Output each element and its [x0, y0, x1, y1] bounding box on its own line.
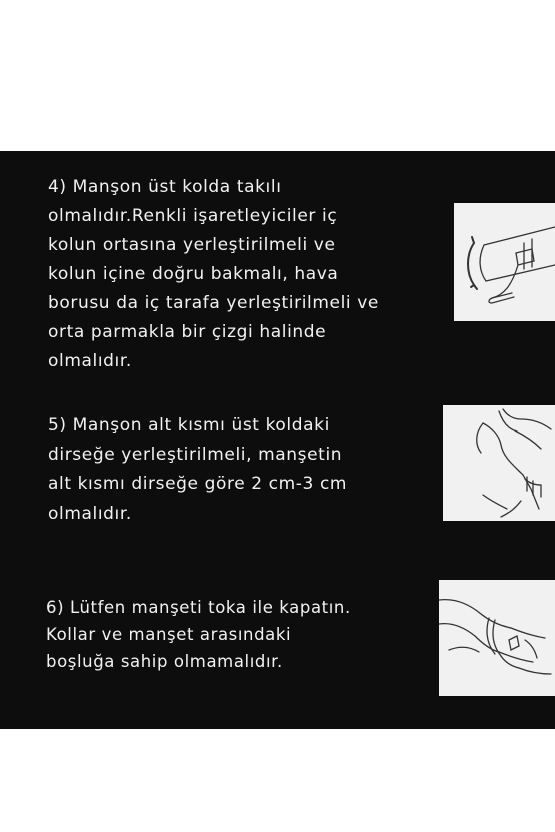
step-4-line-2: olmalıdır.Renkli işaretleyiciler iç: [48, 206, 338, 226]
step-5-line-4: olmalıdır.: [48, 503, 132, 524]
step-4-line-6: orta parmakla bir çizgi halinde: [48, 322, 327, 342]
step-6-line-2: Kollar ve manşet arasındaki: [46, 625, 292, 644]
cuff-fastened-icon: [439, 580, 555, 696]
step-6-line-3: boşluğa sahip olmamalıdır.: [46, 652, 283, 671]
step-5-line-3: alt kısmı dirseğe göre 2 cm-3 cm: [48, 474, 348, 494]
step-6-line-1: 6) Lütfen manşeti toka ile kapatın.: [46, 598, 351, 617]
step-4-text: [48, 173, 379, 376]
step-4-line-5: borusu da iç tarafa yerleştirilmeli ve: [48, 293, 379, 313]
step-4-line-7: olmalıdır.: [48, 351, 132, 371]
step-5-line-2: dirseğe yerleştirilmeli, manşetin: [48, 444, 343, 465]
cuff-above-elbow-icon: [443, 405, 555, 521]
cuff-on-upper-arm-icon: [454, 203, 555, 321]
step-4-line-4: kolun içine doğru bakmalı, hava: [48, 264, 339, 284]
step-4-line-1: 4) Manşon üst kolda takılı: [48, 177, 282, 197]
step-5-text: [48, 411, 347, 529]
step-4-line-3: kolun ortasına yerleştirilmeli ve: [48, 235, 336, 255]
step-5-line-1: 5) Manşon alt kısmı üst koldaki: [48, 415, 330, 435]
step-6-text: [46, 594, 351, 675]
instruction-panel: [0, 151, 555, 729]
